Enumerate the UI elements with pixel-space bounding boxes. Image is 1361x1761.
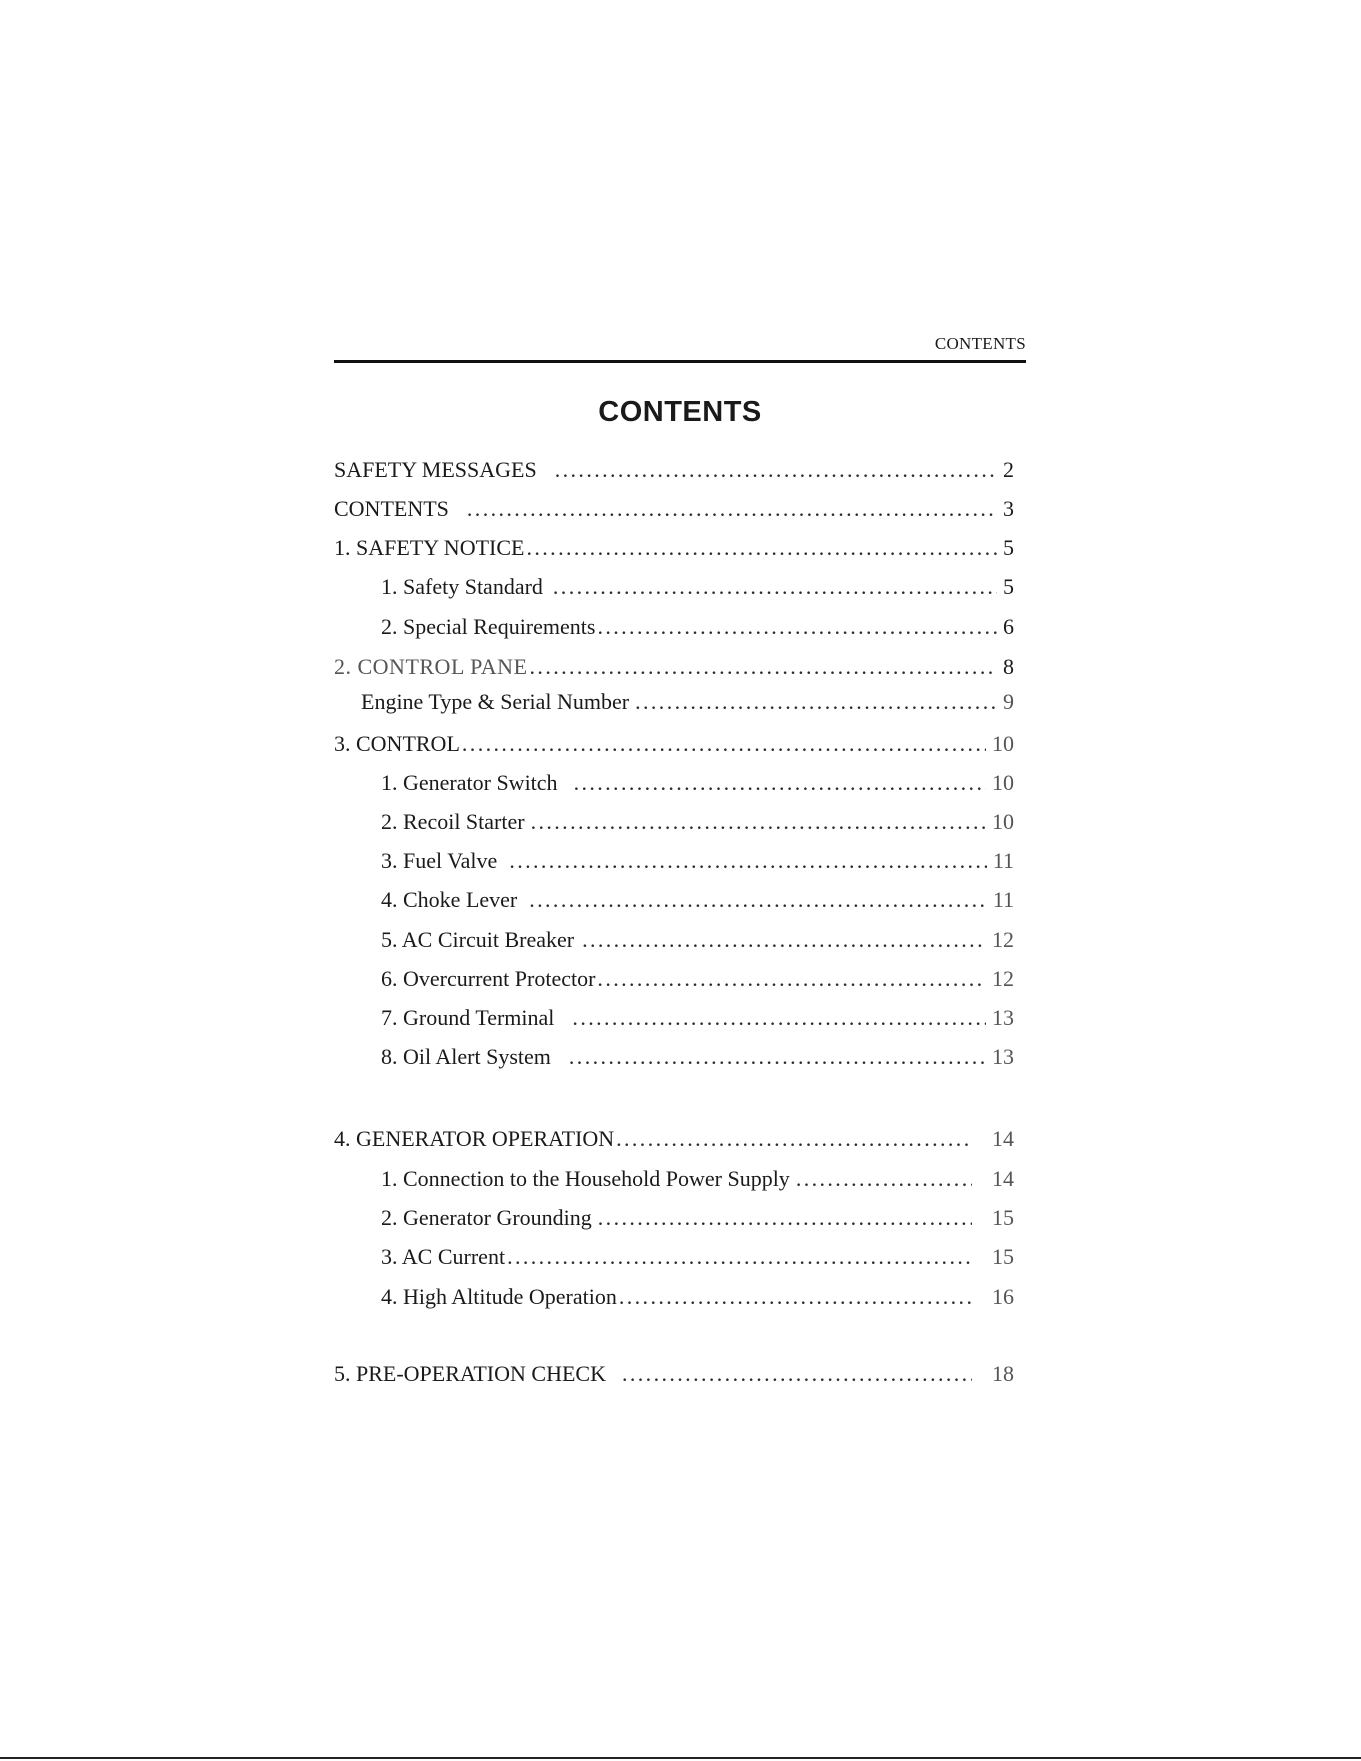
toc-entry-page: 10 xyxy=(992,809,1014,834)
toc-entry-page: 12 xyxy=(992,966,1014,991)
toc-entry-choke-lever[interactable] xyxy=(381,887,1014,917)
toc-entry-label: 4. Choke Lever xyxy=(381,887,518,912)
toc-leader-dots xyxy=(509,848,987,874)
toc-entry-label: 3. CONTROL xyxy=(334,731,460,756)
toc-entry-page: 8 xyxy=(1003,654,1014,679)
toc-entry-label: 6. Overcurrent Protector xyxy=(381,966,596,991)
toc-entry-label: 7. Ground Terminal xyxy=(381,1005,555,1030)
bottom-edge-rule xyxy=(0,1757,1361,1759)
toc-leader-dots xyxy=(569,1044,986,1070)
toc-entry-label: 3. AC Current xyxy=(381,1244,506,1269)
toc-leader-dots xyxy=(553,574,997,600)
toc-leader-dots xyxy=(597,966,986,992)
toc-entry-label: 5. AC Circuit Breaker xyxy=(381,927,575,952)
toc-leader-dots xyxy=(619,1284,972,1310)
toc-entry-page: 18 xyxy=(992,1361,1014,1386)
toc-leader-dots xyxy=(555,457,997,483)
toc-entry-label: 2. CONTROL PANE xyxy=(334,654,528,679)
toc-entry-label: 2. Special Requirements xyxy=(381,614,596,639)
toc-entry-high-altitude-operation[interactable] xyxy=(381,1284,1014,1314)
toc-entry-label: 2. Recoil Starter xyxy=(381,809,525,834)
toc-entry-generator-grounding[interactable] xyxy=(381,1205,1014,1235)
toc-entry-control-pane[interactable] xyxy=(334,654,1014,684)
toc-entry-page: 6 xyxy=(1003,614,1014,639)
toc-entry-label: 1. Connection to the Household Power Supply xyxy=(381,1166,790,1191)
toc-entry-recoil-starter[interactable] xyxy=(381,809,1014,839)
toc-leader-dots xyxy=(622,1361,972,1387)
toc-entry-page: 3 xyxy=(1003,496,1014,521)
toc-leader-dots xyxy=(582,927,986,953)
toc-entry-contents[interactable] xyxy=(334,496,1014,526)
toc-entry-page: 11 xyxy=(992,887,1014,912)
toc-leader-dots xyxy=(530,654,997,680)
toc-entry-label: CONTENTS xyxy=(334,496,449,521)
toc-entry-label: 2. Generator Grounding xyxy=(381,1205,592,1230)
toc-leader-dots xyxy=(598,1205,972,1231)
toc-entry-safety-messages[interactable] xyxy=(334,457,1014,487)
toc-entry-page: 15 xyxy=(992,1244,1014,1269)
toc-entry-special-requirements[interactable] xyxy=(381,614,1014,644)
toc-entry-ground-terminal[interactable] xyxy=(381,1005,1014,1035)
toc-leader-dots xyxy=(531,809,986,835)
toc-leader-dots xyxy=(529,887,987,913)
page-title: CONTENTS xyxy=(598,396,762,428)
toc-entry-label: 1. SAFETY NOTICE xyxy=(334,535,525,560)
toc-entry-label: 5. PRE-OPERATION CHECK xyxy=(334,1361,606,1386)
toc-leader-dots xyxy=(467,496,997,522)
toc-leader-dots xyxy=(597,614,997,640)
toc-entry-engine-type-serial-number[interactable] xyxy=(361,689,1014,719)
toc-entry-page: 13 xyxy=(992,1005,1014,1030)
toc-leader-dots xyxy=(572,1005,986,1031)
toc-entry-label: 8. Oil Alert System xyxy=(381,1044,551,1069)
toc-entry-page: 12 xyxy=(992,927,1014,952)
toc-entry-label: SAFETY MESSAGES xyxy=(334,457,537,482)
toc-entry-page: 15 xyxy=(992,1205,1014,1230)
toc-entry-label: 1. Safety Standard xyxy=(381,574,543,599)
toc-entry-overcurrent-protector[interactable] xyxy=(381,966,1014,996)
toc-leader-dots xyxy=(635,689,997,715)
toc-entry-generator-operation[interactable] xyxy=(334,1126,1014,1156)
toc-entry-page: 14 xyxy=(992,1166,1014,1191)
toc-entry-label: 1. Generator Switch xyxy=(381,770,558,795)
toc-entry-control[interactable] xyxy=(334,731,1014,761)
toc-entry-page: 5 xyxy=(1003,574,1014,599)
toc-leader-dots xyxy=(616,1126,972,1152)
toc-leader-dots xyxy=(574,770,986,796)
toc-leader-dots xyxy=(462,731,986,757)
toc-entry-fuel-valve[interactable] xyxy=(381,848,1014,878)
running-head: CONTENTS xyxy=(934,334,1026,353)
toc-entry-page: 10 xyxy=(992,731,1014,756)
toc-entry-pre-operation-check[interactable] xyxy=(334,1361,1014,1391)
toc-entry-label: 4. High Altitude Operation xyxy=(381,1284,617,1309)
toc-entry-oil-alert-system[interactable] xyxy=(381,1044,1014,1074)
toc-entry-label: Engine Type & Serial Number xyxy=(361,689,630,714)
toc-entry-page: 13 xyxy=(992,1044,1014,1069)
toc-leader-dots xyxy=(507,1244,972,1270)
toc-entry-page: 11 xyxy=(992,848,1014,873)
toc-entry-generator-switch[interactable] xyxy=(381,770,1014,800)
toc-entry-household-power-supply[interactable] xyxy=(381,1166,1014,1196)
toc-entry-label: 3. Fuel Valve xyxy=(381,848,498,873)
toc-entry-ac-current[interactable] xyxy=(381,1244,1014,1274)
toc-entry-page: 2 xyxy=(1003,457,1014,482)
toc-entry-ac-circuit-breaker[interactable] xyxy=(381,927,1014,957)
toc-entry-page: 14 xyxy=(992,1126,1014,1151)
toc-entry-label: 4. GENERATOR OPERATION xyxy=(334,1126,615,1151)
toc-entry-page: 5 xyxy=(1003,535,1014,560)
toc-leader-dots xyxy=(526,535,997,561)
toc-entry-page: 16 xyxy=(992,1284,1014,1309)
toc-leader-dots xyxy=(796,1166,972,1192)
toc-entry-page: 10 xyxy=(992,770,1014,795)
toc-entry-safety-standard[interactable] xyxy=(381,574,1014,604)
toc-entry-safety-notice[interactable] xyxy=(334,535,1014,565)
toc-entry-page: 9 xyxy=(1003,689,1014,714)
